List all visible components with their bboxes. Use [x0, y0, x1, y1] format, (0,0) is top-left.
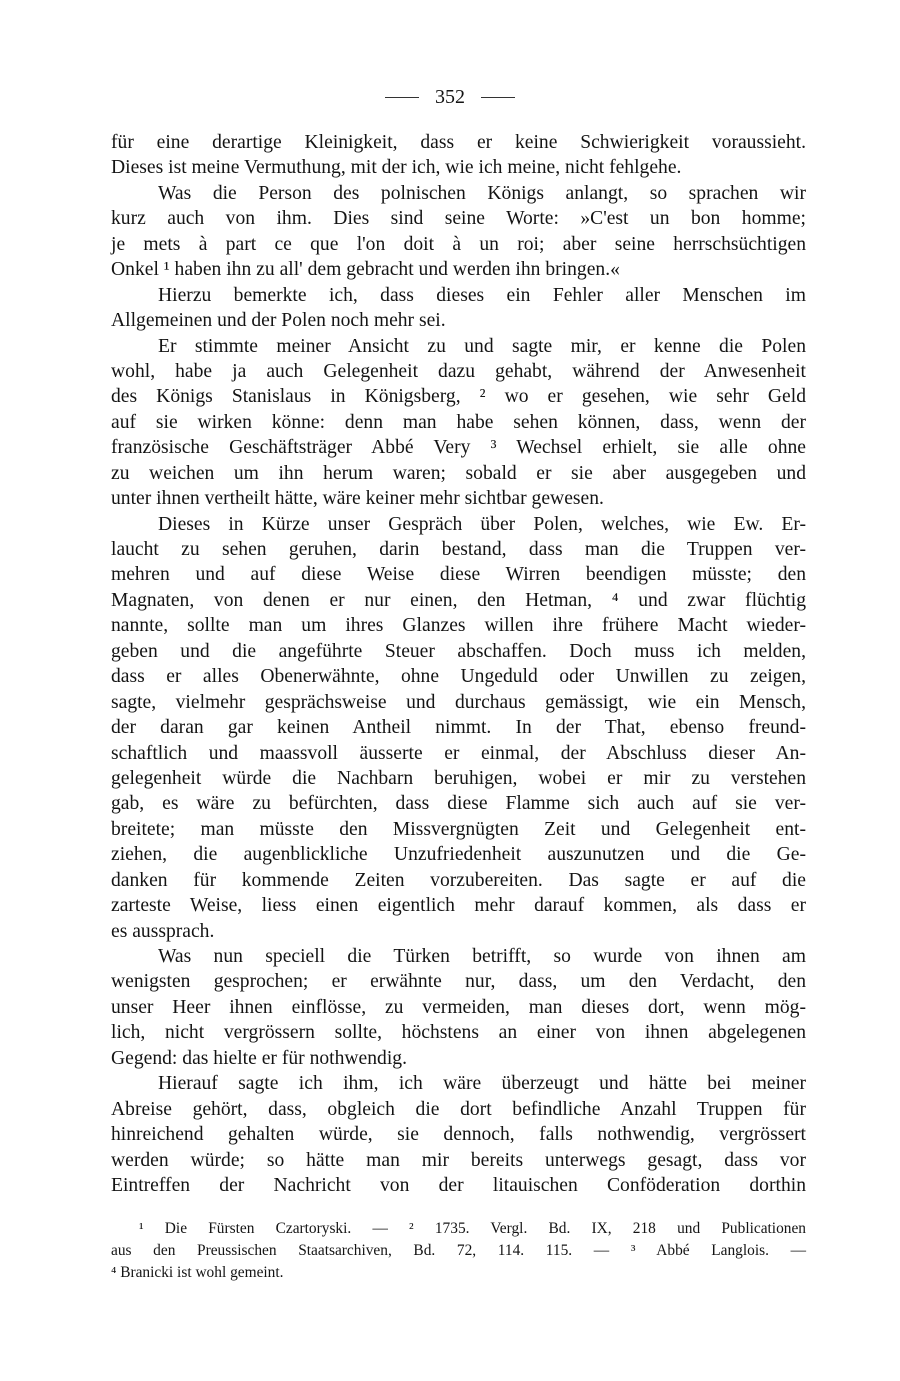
body-line: Magnaten, von denen er nur einen, den Hetman, ⁴ und zwar flüchtig: [111, 589, 806, 611]
footnote-line: ¹ Die Fürsten Czartoryski. — ² 1735. Vergl. Bd. IX, 218 und Publicationen: [139, 1220, 806, 1237]
body-line: des Königs Stanislaus in Königsberg, ² wo er gesehen, wie sehr Geld: [111, 386, 806, 408]
body-line: wenigsten gesprochen; er erwähnte nur, dass, um den Verdacht, den: [111, 971, 806, 993]
body-line: hinreichend gehalten würde, sie dennoch, falls nothwendig, vergrössert: [111, 1124, 806, 1146]
body-line: der daran gar keinen Antheil nimmt. In der That, ebenso freund-: [111, 717, 806, 739]
body-line: französische Geschäftsträger Abbé Very ³ Wechsel erhielt, sie alle ohne: [111, 437, 806, 459]
footnote-line: ⁴ Branicki ist wohl gemeint.: [111, 1264, 284, 1281]
body-line: geben und die angeführte Steuer abschaffen. Doch muss ich melden,: [111, 640, 806, 662]
page-number-header: [0, 86, 900, 109]
body-line: lich, nicht vergrössern sollte, höchstens an einer von ihnen abgelegenen: [111, 1022, 806, 1044]
body-line: Was nun speciell die Türken betrifft, so wurde von ihnen am: [158, 946, 806, 967]
body-line: Hierzu bemerkte ich, dass dieses ein Fehler aller Menschen im: [158, 284, 806, 306]
body-line: danken für kommende Zeiten vorzubereiten. Das sagte er auf die: [111, 869, 806, 891]
header-rule-left: [385, 97, 419, 98]
body-line: es aussprach.: [111, 920, 215, 942]
body-line: Onkel ¹ haben ihn zu all' dem gebracht und werden ihn bringen.«: [111, 259, 620, 281]
body-line: laucht zu sehen geruhen, darin bestand, dass man die Truppen ver-: [111, 539, 806, 560]
body-line: werden würde; so hätte man mir bereits unterwegs gesagt, dass vor: [111, 1149, 806, 1171]
body-line: unter ihnen vertheilt hätte, wäre keiner mehr sichtbar gewesen.: [111, 488, 604, 510]
page-number: 352: [435, 86, 465, 108]
body-line: unser Heer ihnen einflösse, zu vermeiden, man dieses dort, wenn mög-: [111, 996, 806, 1018]
body-line: ziehen, die augenblickliche Unzufriedenheit auszunutzen und die Ge-: [111, 844, 806, 866]
body-line: auf sie wirken könne: denn man habe sehen können, dass, wenn der: [111, 411, 806, 433]
body-line: Was die Person des polnischen Königs anlangt, so sprachen wir: [158, 182, 806, 204]
body-line: nannte, sollte man um ihres Glanzes willen ihre frühere Macht wieder-: [111, 615, 806, 637]
body-line: Gegend: das hielte er für nothwendig.: [111, 1047, 407, 1069]
body-line: kurz auch von ihm. Dies sind seine Worte: »C'est un bon homme;: [111, 208, 806, 230]
body-line: je mets à part ce que l'on doit à un roi; aber seine herrschsüchtigen: [111, 233, 806, 255]
footnote-line: aus den Preussischen Staatsarchiven, Bd. 72, 114. 115. — ³ Abbé Langlois. —: [111, 1242, 806, 1259]
body-text: [111, 130, 806, 1198]
body-line: Abreise gehört, dass, obgleich die dort befindliche Anzahl Truppen für: [111, 1098, 806, 1120]
body-line: für eine derartige Kleinigkeit, dass er keine Schwierigkeit voraussieht.: [111, 132, 806, 153]
body-line: wohl, habe ja auch Gelegenheit dazu gehabt, während der Anwesenheit: [111, 360, 806, 382]
header-rule-right: [481, 97, 515, 98]
body-line: Dieses ist meine Vermuthung, mit der ich, wie ich meine, nicht fehlgehe.: [111, 157, 682, 179]
body-line: Hierauf sagte ich ihm, ich wäre überzeugt und hätte bei meiner: [158, 1073, 806, 1095]
body-line: gelegenheit würde die Nachbarn beruhigen, wobei er mir zu verstehen: [111, 767, 806, 789]
body-line: zu weichen um ihn herum waren; sobald er sie aber ausgegeben und: [111, 462, 806, 484]
body-line: gab, es wäre zu befürchten, dass diese Flamme sich auch auf sie ver-: [111, 793, 806, 815]
body-line: dass er alles Obenerwähnte, ohne Ungeduld oder Unwillen zu zeigen,: [111, 666, 806, 688]
body-line: mehren und auf diese Weise diese Wirren beendigen müsste; den: [111, 564, 806, 586]
body-line: Dieses in Kürze unser Gespräch über Polen, welches, wie Ew. Er-: [158, 513, 806, 535]
body-line: zarteste Weise, liess einen eigentlich mehr darauf kommen, als dass er: [111, 895, 806, 917]
body-line: Er stimmte meiner Ansicht zu und sagte mir, er kenne die Polen: [158, 335, 806, 357]
body-line: Eintreffen der Nachricht von der litauischen Conföderation dorthin: [111, 1174, 806, 1196]
body-line: Allgemeinen und der Polen noch mehr sei.: [111, 310, 446, 332]
body-line: schaftlich und maassvoll äusserte er einmal, der Abschluss dieser An-: [111, 742, 806, 764]
footnotes: [111, 1218, 806, 1284]
body-line: breitete; man müsste den Missvergnügten Zeit und Gelegenheit ent-: [111, 818, 806, 840]
body-line: sagte, vielmehr gesprächsweise und durchaus gemässigt, wie ein Mensch,: [111, 691, 806, 713]
